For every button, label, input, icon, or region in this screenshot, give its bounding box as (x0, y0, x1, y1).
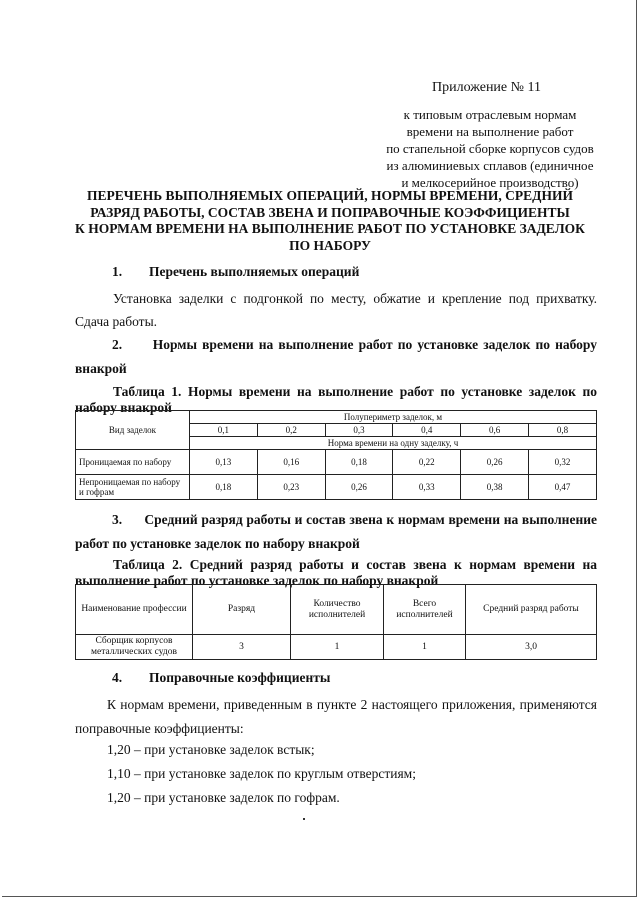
table-header-cell: Вид заделок (76, 411, 190, 450)
appendix-subtitle-line: времени на выполнение работ (406, 124, 574, 139)
table-header-cell: Наименование профессии (76, 585, 193, 635)
table-header-cell: Средний разряд работы (466, 585, 597, 635)
section-title: Перечень выполняемых операций (149, 264, 360, 279)
appendix-number: Приложение № 11 (432, 80, 541, 95)
coefficient-item: 1,10 – при установке заделок по круглым отверстиям; (107, 766, 416, 781)
table-header-cell: Количество исполнителей (291, 585, 384, 635)
appendix-subtitle-line: из алюминиевых сплавов (единичное (386, 158, 594, 173)
section-title: Средний разряд работы и состав звена к нормам времени на выполнение работ по установке заделок по набору внакрой (75, 512, 598, 551)
document-title (60, 188, 600, 254)
title-line: К НОРМАМ ВРЕМЕНИ НА ВЫПОЛНЕНИЕ РАБОТ ПО УСТАНОВКЕ ЗАДЕЛОК (75, 221, 585, 236)
section-number: 1. (112, 264, 123, 279)
table-cell: 0,13 (190, 450, 258, 475)
table-cell: 3,0 (466, 635, 597, 660)
table-row (76, 635, 597, 660)
table-header-cell: 0,1 (190, 424, 258, 437)
table-cell: 1 (384, 635, 466, 660)
table-cell: 3 (193, 635, 291, 660)
table-header-cell: Полупериметр заделок, м (190, 411, 597, 424)
section-number: 4. (112, 670, 123, 685)
appendix-subtitle-line: по стапельной сборке корпусов судов (386, 141, 594, 156)
table-cell: 0,26 (325, 475, 393, 500)
table-2 (75, 584, 597, 660)
table-cell: 0,32 (528, 450, 596, 475)
appendix-subtitle-line: к типовым отраслевым нормам (403, 107, 577, 122)
table-row (76, 450, 597, 475)
table-header-cell: 0,6 (461, 424, 529, 437)
section-3-heading (75, 508, 597, 556)
table-cell: 0,26 (461, 450, 529, 475)
appendix-subtitle (355, 106, 625, 191)
table-cell: 0,18 (325, 450, 393, 475)
title-line: РАЗРЯД РАБОТЫ, СОСТАВ ЗВЕНА И ПОПРАВОЧНЫЕ КОЭФФИЦИЕНТЫ (90, 204, 570, 220)
table-cell: 1 (291, 635, 384, 660)
table-1 (75, 410, 597, 500)
table-cell: 0,18 (190, 475, 258, 500)
table-row (76, 475, 597, 500)
table-header-cell: Разряд (193, 585, 291, 635)
table-cell: 0,38 (461, 475, 529, 500)
table-header-cell: Всего исполнителей (384, 585, 466, 635)
table-header-cell: 0,2 (257, 424, 325, 437)
coefficient-item: 1,20 – при установке заделок по гофрам. (107, 790, 340, 805)
table-header-cell: Норма времени на одну заделку, ч (190, 437, 597, 450)
table-cell: 0,16 (257, 450, 325, 475)
table-header-cell: 0,8 (528, 424, 596, 437)
section-title: Поправочные коэффициенты (149, 670, 331, 685)
title-line: ПЕРЕЧЕНЬ ВЫПОЛНЯЕМЫХ ОПЕРАЦИЙ, НОРМЫ ВРЕМЕНИ, СРЕДНИЙ (87, 188, 573, 203)
table-cell: Сборщик корпусов металлических судов (76, 635, 193, 660)
section-title: Нормы времени на выполнение работ по установке заделок по набору внакрой (75, 337, 598, 376)
title-line: ПО НАБОРУ (289, 237, 371, 253)
appendix-subtitle-line: и мелкосерийное производство) (401, 175, 579, 190)
section-4-intro: К нормам времени, приведенным в пункте 2 настоящего приложения, применяются поправочные коэффициенты: (75, 697, 597, 736)
table-cell: Непроницаемая по набору и гофрам (76, 475, 190, 500)
section-1-text: Установка заделки с подгонкой по месту, обжатие и крепление под прихватку. Сдача работы. (75, 291, 597, 329)
scan-speck (303, 818, 305, 820)
section-2-heading (75, 333, 597, 381)
coefficient-item: 1,20 – при установке заделок встык; (107, 742, 315, 757)
table-header-cell: 0,4 (393, 424, 461, 437)
table-cell: Проницаемая по набору (76, 450, 190, 475)
table-cell: 0,47 (528, 475, 596, 500)
table-cell: 0,22 (393, 450, 461, 475)
section-number: 2. (112, 337, 123, 352)
table-cell: 0,33 (393, 475, 461, 500)
table-header-cell: 0,3 (325, 424, 393, 437)
section-number: 3. (112, 512, 123, 527)
table-2-caption: Таблица 2. Средний разряд работы и состав звена к нормам времени на выполнение работ по установке заделок по набору внакрой (75, 557, 597, 588)
table-1-caption: Таблица 1. Нормы времени на выполнение работ по установке заделок по набору внакрой (75, 384, 597, 415)
table-cell: 0,23 (257, 475, 325, 500)
